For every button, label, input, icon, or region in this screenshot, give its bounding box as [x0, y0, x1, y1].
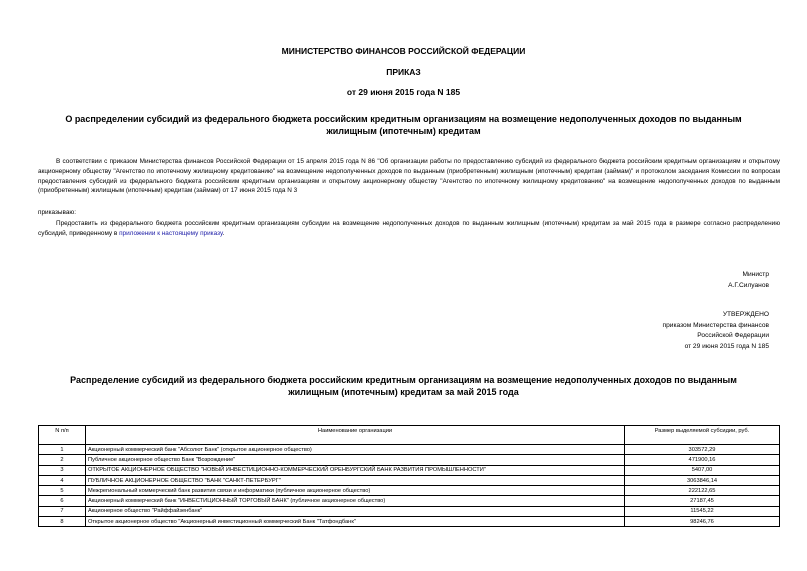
row-amount: 471900,16 [625, 455, 780, 465]
doc-date-number: от 29 июня 2015 года N 185 [346, 87, 461, 97]
approval-line-3: Российской Федерации [697, 332, 769, 339]
row-number: 8 [39, 517, 86, 527]
row-organization: ОТКРЫТОЕ АКЦИОНЕРНОЕ ОБЩЕСТВО "НОВЫЙ ИНВЕСТИЦИОННО-КОММЕРЧЕСКИЙ ОРЕНБУРГСКИЙ БАНК РАЗВИТИЯ ПРОМЫШЛЕННОСТИ" [86, 465, 625, 475]
preamble-paragraph: В соответствии с приказом Министерства финансов Российской Федерации от 15 апреля 2015 года N 86 "Об организации работы по предоставлению субсидий из федерального бюджета российским кредитным организациям и открытому акционерному обществу "Агентство по ипотечному жилищному кредитованию" на возмещение недополученных доходов по выданным (приобретенным) жилищным (ипотечным) кредитам (займам)" и протоколом заседания Комиссии по вопросам предоставления субсидий из федерального бюджета российским кредитным организациям и открытому акционерному обществу "Агентство по ипотечному жилищному кредитованию" на возмещение недополученных доходов по выданным (приобретенным) жилищным (ипотечным) кредитам (займам) от 17 июня 2015 года N 3 [38, 158, 780, 195]
row-number: 6 [39, 496, 86, 506]
order-paragraph [38, 219, 780, 239]
table-row [39, 506, 780, 516]
row-number: 5 [39, 486, 86, 496]
row-amount: 27187,45 [625, 496, 780, 506]
row-organization: Акционерный коммерческий банк "ИНВЕСТИЦИОННЫЙ ТОРГОВЫЙ БАНК" (публичное акционерное общество) [86, 496, 625, 506]
row-organization: Открытое акционерное общество "Акционерный инвестиционный коммерческий Банк "Татфондбанк" [86, 517, 625, 527]
doc-type: ПРИКАЗ [386, 67, 421, 77]
row-amount: 98246,76 [625, 517, 780, 527]
order-text: Предоставить из федерального бюджета российским кредитным организациям субсидии на возмещение недополученных доходов по выданным жилищным (ипотечным) кредитам за май 2015 года в размере согласно распределению субсидий, приведенному в [38, 220, 780, 237]
signature-block [728, 270, 769, 291]
distribution-title: Распределение субсидий из федерального бюджета российским кредитным организациям на возмещение недополученных доходов по выданным жилищным (ипотечным) кредитам за май 2015 года [70, 375, 737, 397]
appendix-link[interactable]: приложении к настоящему приказу [119, 229, 223, 237]
ministry-heading: МИНИСТЕРСТВО ФИНАНСОВ РОССИЙСКОЙ ФЕДЕРАЦИИ [281, 46, 526, 56]
row-organization: ПУБЛИЧНОЕ АКЦИОНЕРНОЕ ОБЩЕСТВО "БАНК "САНКТ-ПЕТЕРБУРГ" [86, 475, 625, 485]
col-number-header: N п/п [39, 426, 86, 445]
order-title: О распределении субсидий из федерального бюджета российским кредитным организациям на возмещение недополученных доходов по выданным жилищным (ипотечным) кредитам [65, 114, 742, 136]
order-end: . [222, 229, 225, 237]
table-row [39, 486, 780, 496]
row-number: 1 [39, 445, 86, 455]
table-row [39, 455, 780, 465]
col-amount-header: Размер выделяемой субсидии, руб. [625, 426, 780, 445]
table-row [39, 475, 780, 485]
approval-line-2: приказом Министерства финансов [662, 321, 769, 329]
approval-line-4: от 29 июня 2015 года N 185 [684, 342, 769, 350]
row-organization: Акционерное общество "Райффайзенбанк" [86, 506, 625, 516]
row-organization: Публичное акционерное общество Банк "Возрождение" [86, 455, 625, 465]
table-row [39, 465, 780, 475]
table-row [39, 445, 780, 455]
row-number: 4 [39, 475, 86, 485]
table-header-row [39, 426, 780, 445]
table-row [39, 517, 780, 527]
order-word: приказываю: [38, 209, 76, 216]
row-amount: 3063846,14 [625, 475, 780, 485]
table-row [39, 496, 780, 506]
minister-position: Министр [742, 271, 769, 278]
row-amount: 5407,00 [625, 465, 780, 475]
row-amount: 222122,65 [625, 486, 780, 496]
row-amount: 11545,22 [625, 506, 780, 516]
row-organization: Межрегиональный коммерческий банк развития связи и информатики (публичное акционерное общество) [86, 486, 625, 496]
minister-name: А.Г.Силуанов [728, 281, 769, 289]
subsidy-table [38, 425, 780, 527]
row-number: 7 [39, 506, 86, 516]
approval-block [663, 310, 769, 352]
approval-line-1: УТВЕРЖДЕНО [722, 311, 769, 318]
row-organization: Акционерный коммерческий банк "Абсолют Банк" (открытое акционерное общество) [86, 445, 625, 455]
row-amount: 303572,29 [625, 445, 780, 455]
row-number: 3 [39, 465, 86, 475]
col-organization-header: Наименование организации [86, 426, 625, 445]
row-number: 2 [39, 455, 86, 465]
